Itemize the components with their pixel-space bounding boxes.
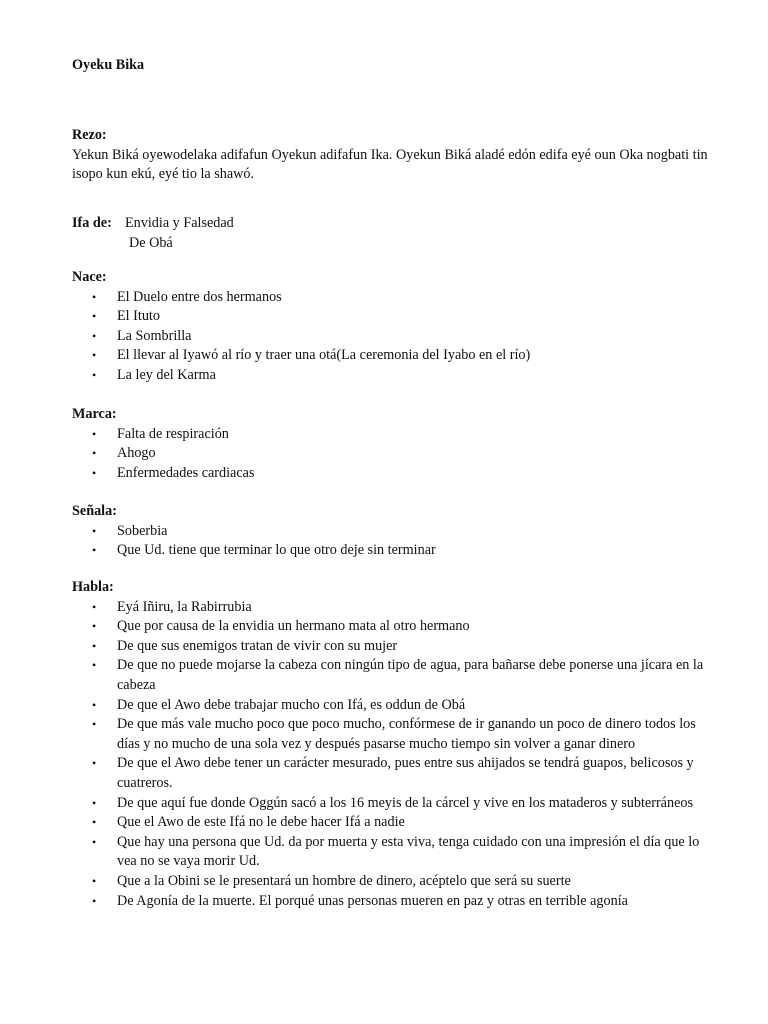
bullet-icon: • [92, 873, 97, 888]
list-item-text: El Duelo entre dos hermanos [117, 288, 282, 305]
list-item [72, 327, 717, 347]
list-item [72, 872, 717, 892]
list-item [72, 288, 717, 308]
list-item-text: Eyá Iñiru, la Rabirrubia [117, 598, 252, 615]
list-item [72, 892, 717, 912]
list-item [72, 617, 717, 637]
list-item-text: Que hay una persona que Ud. da por muerta y esta viva, tenga cuidado con una impresión el día que lo vea no se vaya morir Ud. [117, 833, 700, 870]
bullet-icon: • [92, 795, 97, 810]
list-item-text: Que Ud. tiene que terminar lo que otro deje sin terminar [117, 542, 436, 559]
list-item-text: De que el Awo debe tener un carácter mesurado, pues entre sus ahijados se tendrá guapos, belicosos y cuatreros. [117, 755, 694, 791]
marca-list [72, 425, 712, 484]
list-item-text: Soberbia [117, 522, 168, 539]
bullet-icon: • [92, 289, 97, 304]
list-item [72, 366, 717, 386]
list-item [72, 656, 717, 695]
list-item [72, 522, 717, 542]
bullet-icon: • [92, 619, 97, 634]
senala-list [72, 522, 712, 561]
list-item-text: Falta de respiración [117, 425, 229, 442]
marca-label: Marca: [72, 406, 117, 422]
list-item-text: La Sombrilla [117, 327, 192, 344]
bullet-icon: • [92, 717, 97, 732]
rezo-section [72, 126, 712, 185]
list-item [72, 637, 717, 657]
list-item [72, 715, 717, 754]
ifa-de-section [72, 214, 712, 253]
list-item [72, 754, 717, 793]
senala-label: Señala: [72, 503, 117, 519]
bullet-icon: • [92, 465, 97, 480]
bullet-icon: • [92, 815, 97, 830]
nace-list [72, 288, 712, 386]
bullet-icon: • [92, 348, 97, 363]
bullet-icon: • [92, 543, 97, 558]
list-item-text: Que por causa de la envidia un hermano mata al otro hermano [117, 618, 470, 635]
bullet-icon: • [92, 523, 97, 538]
list-item-text: El Ituto [117, 308, 160, 325]
senala-section [72, 502, 712, 561]
list-item-text: Ahogo [117, 445, 156, 462]
list-item-text: De que sus enemigos tratan de vivir con su mujer [117, 637, 398, 654]
list-item [72, 541, 717, 561]
ifa-de-label: Ifa de: [72, 215, 112, 231]
rezo-text: Yekun Biká oyewodelaka adifafun Oyekun adifafun Ika. Oyekun Biká aladé edón edifa eyé oun Oka nogbati tin isopo kun ekú, eyé tio la shawó. [72, 146, 708, 183]
list-item-text: Enfermedades cardiacas [117, 464, 255, 481]
list-item-text: De que aquí fue donde Oggún sacó a los 16 meyis de la cárcel y vive en los mataderos y subterráneos [117, 794, 693, 811]
bullet-icon: • [92, 367, 97, 382]
list-item-text: De que más vale mucho poco que poco mucho, confórmese de ir ganando un poco de dinero todos los días y no mucho de una sola vez y después pasarse mucho tiempo sin volver a ganar dinero [117, 716, 696, 752]
rezo-label: Rezo: [72, 127, 107, 143]
bullet-icon: • [92, 446, 97, 461]
list-item [72, 425, 717, 445]
bullet-icon: • [92, 893, 97, 908]
list-item [72, 794, 717, 814]
list-item-text: Que a la Obini se le presentará un hombre de dinero, acéptelo que será su suerte [117, 872, 571, 889]
list-item [72, 444, 717, 464]
document-title: Oyeku Bika [72, 57, 145, 73]
bullet-icon: • [92, 756, 97, 771]
bullet-icon: • [92, 638, 97, 653]
bullet-icon: • [92, 697, 97, 712]
list-item [72, 464, 717, 484]
nace-label: Nace: [72, 269, 107, 285]
bullet-icon: • [92, 328, 97, 343]
habla-list [72, 598, 712, 912]
ifa-de-line2: De Obá [129, 234, 173, 251]
bullet-icon: • [92, 834, 97, 849]
list-item-text: De que no puede mojarse la cabeza con ningún tipo de agua, para bañarse debe ponerse una jícara en la cabeza [117, 657, 704, 693]
list-item-text: El llevar al Iyawó al río y traer una otá(La ceremonia del Iyabo en el río) [117, 347, 531, 364]
list-item [72, 696, 717, 716]
nace-section [72, 268, 712, 386]
bullet-icon: • [92, 309, 97, 324]
list-item-text: De Agonía de la muerte. El porqué unas personas mueren en paz y otras en terrible agonía [117, 892, 628, 909]
list-item-text: Que el Awo de este Ifá no le debe hacer Ifá a nadie [117, 814, 405, 831]
list-item [72, 833, 717, 872]
habla-label: Habla: [72, 579, 114, 595]
bullet-icon: • [92, 599, 97, 614]
list-item [72, 598, 717, 618]
habla-section [72, 578, 712, 911]
list-item [72, 813, 717, 833]
ifa-de-line1: Envidia y Falsedad [125, 215, 234, 231]
marca-section [72, 405, 712, 483]
list-item [72, 346, 717, 366]
list-item [72, 307, 717, 327]
bullet-icon: • [92, 426, 97, 441]
list-item-text: La ley del Karma [117, 366, 216, 383]
bullet-icon: • [92, 658, 97, 673]
ifa-de-row [72, 214, 712, 234]
list-item-text: De que el Awo debe trabajar mucho con Ifá, es oddun de Obá [117, 696, 466, 713]
